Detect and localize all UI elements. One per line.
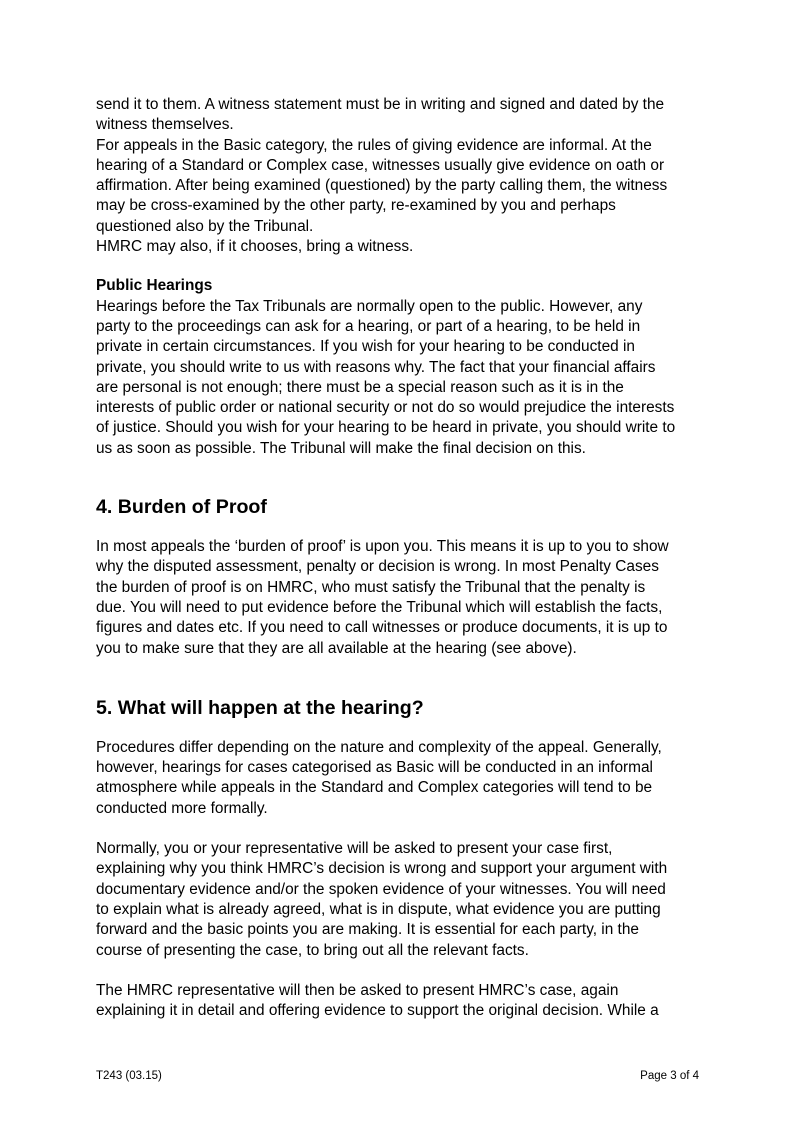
text-line: the burden of proof is on HMRC, who must satisfy the Tribunal that the penalty is — [96, 578, 646, 596]
text-line: interests of public order or national security or not do so would prejudice the interests — [96, 399, 675, 417]
text-line: however, hearings for cases categorised as Basic will be conducted in an informal — [96, 759, 653, 777]
section-heading-burden-of-proof: 4. Burden of Proof — [96, 496, 267, 519]
text-line: questioned also by the Tribunal. — [96, 217, 314, 235]
document-page — [96, 95, 712, 1021]
public-hearings-section — [96, 276, 712, 459]
text-line: affirmation. After being examined (questioned) by the party calling them, the witness — [96, 177, 668, 195]
text-line: figures and dates etc. If you need to call witnesses or produce documents, it is up to — [96, 619, 668, 637]
text-line: hearing of a Standard or Complex case, witnesses usually give evidence on oath or — [96, 156, 665, 174]
paragraph — [96, 981, 712, 1022]
text-line: HMRC may also, if it chooses, bring a witness. — [96, 238, 414, 256]
section-heading-hearing: 5. What will happen at the hearing? — [96, 696, 424, 719]
text-line: forward and the basic points you are making. It is essential for each party, in the — [96, 921, 639, 939]
text-line: are personal is not enough; there must be a special reason such as it is in the — [96, 378, 624, 396]
text-line: Normally, you or your representative will be asked to present your case first, — [96, 840, 613, 858]
text-line: private in certain circumstances. If you wish for your hearing to be conducted in — [96, 338, 635, 356]
text-line: In most appeals the ‘burden of proof’ is upon you. This means it is up to you to show — [96, 538, 669, 556]
text-line: Procedures differ depending on the nature and complexity of the appeal. Generally, — [96, 738, 662, 756]
text-line: due. You will need to put evidence before the Tribunal which will establish the facts, — [96, 598, 663, 616]
text-line: send it to them. A witness statement must be in writing and signed and dated by the — [96, 96, 665, 113]
text-line: documentary evidence and/or the spoken evidence of your witnesses. You will need — [96, 880, 666, 898]
paragraph — [96, 738, 712, 819]
text-line: to explain what is already agreed, what is in dispute, what evidence you are putting — [96, 900, 661, 918]
text-line: private, you should write to us with reasons why. The fact that your financial affairs — [96, 358, 656, 376]
text-line: why the disputed assessment, penalty or decision is wrong. In most Penalty Cases — [96, 558, 659, 576]
text-line: you to make sure that they are all available at the hearing (see above). — [96, 639, 577, 657]
text-line: party to the proceedings can ask for a hearing, or part of a hearing, to be held in — [96, 317, 641, 335]
text-line: of justice. Should you wish for your hearing to be heard in private, you should write to — [96, 419, 676, 437]
footer-page-number: Page 3 of 4 — [640, 1070, 699, 1082]
text-line: explaining why you think HMRC’s decision is wrong and support your argument with — [96, 860, 668, 878]
text-line: For appeals in the Basic category, the rules of giving evidence are informal. At the — [96, 136, 652, 154]
text-line: may be cross-examined by the other party, re-examined by you and perhaps — [96, 197, 616, 215]
public-hearings-heading: Public Hearings — [96, 277, 213, 295]
text-line: Hearings before the Tax Tribunals are normally open to the public. However, any — [96, 297, 643, 315]
text-line: us as soon as possible. The Tribunal will make the final decision on this. — [96, 439, 586, 457]
text-line: conducted more formally. — [96, 799, 268, 817]
footer-form-code: T243 (03.15) — [96, 1070, 162, 1082]
intro-section — [96, 95, 712, 257]
text-line: The HMRC representative will then be asked to present HMRC’s case, again — [96, 981, 619, 999]
burden-of-proof-section — [96, 495, 712, 659]
text-line: witness themselves. — [96, 116, 234, 134]
paragraph — [96, 839, 712, 961]
text-line: course of presenting the case, to bring out all the relevant facts. — [96, 941, 529, 959]
text-line: atmosphere while appeals in the Standard and Complex categories will tend to be — [96, 779, 653, 797]
hearing-section — [96, 696, 712, 1022]
text-line: explaining it in detail and offering evidence to support the original decision. While a — [96, 1002, 659, 1020]
